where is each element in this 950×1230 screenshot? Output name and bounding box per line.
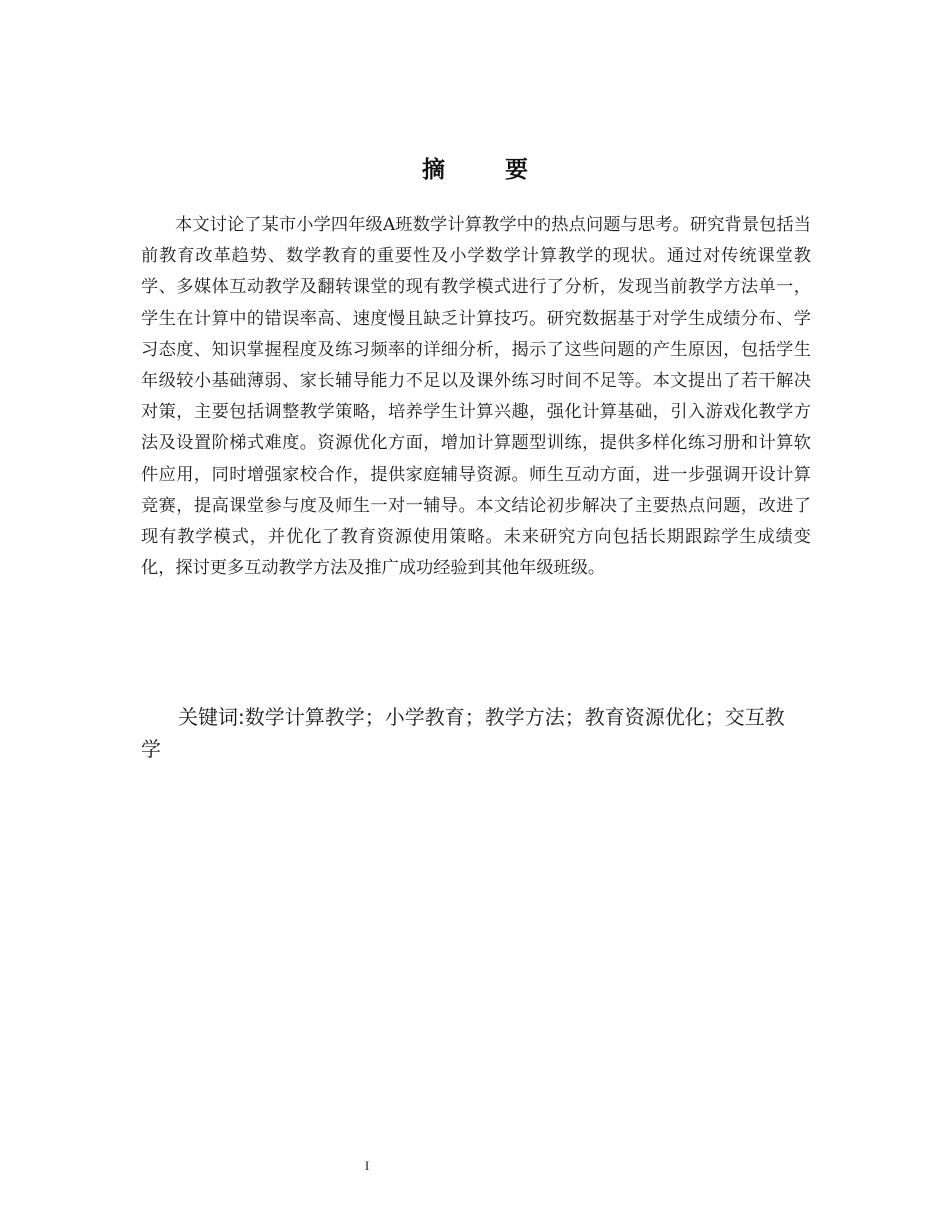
page-number: I [364, 1158, 370, 1173]
keywords-label: 关键词: [178, 705, 245, 729]
keywords-text: 数学计算教学；小学教育；教学方法；教育资源优化；交互教学 [141, 705, 785, 761]
abstract-title: 摘 要 [421, 157, 554, 183]
abstract-body: 本文讨论了某市小学四年级A班数学计算教学中的热点问题与思考。研究背景包括当前教育改革趋势、数学教育的重要性及小学数学计算教学的现状。通过对传统课堂教学、多媒体互动教学及翻转课堂的现有教学模式进行了分析，发现当前教学方法单一，学生在计算中的错误率高、速度慢且缺乏计算技巧。研究数据基于对学生成绩分布、学习态度、知识掌握程度及练习频率的详细分析，揭示了这些问题的产生原因，包括学生年级较小基础薄弱、家长辅导能力不足以及课外练习时间不足等。本文提出了若干解决对策，主要包括调整教学策略，培养学生计算兴趣，强化计算基础，引入游戏化教学方法及设置阶梯式难度。资源优化方面，增加计算题型训练，提供多样化练习册和计算软件应用，同时增强家校合作，提供家庭辅导资源。师生互动方面，进一步强调开设计算竞赛，提高课堂参与度及师生一对一辅导。本文结论初步解决了主要热点问题，改进了现有教学模式，并优化了教育资源使用策略。未来研究方向包括长期跟踪学生成绩变化，探讨更多互动教学方法及推广成功经验到其他年级班级。 [141, 215, 811, 579]
keywords-section [141, 701, 801, 765]
